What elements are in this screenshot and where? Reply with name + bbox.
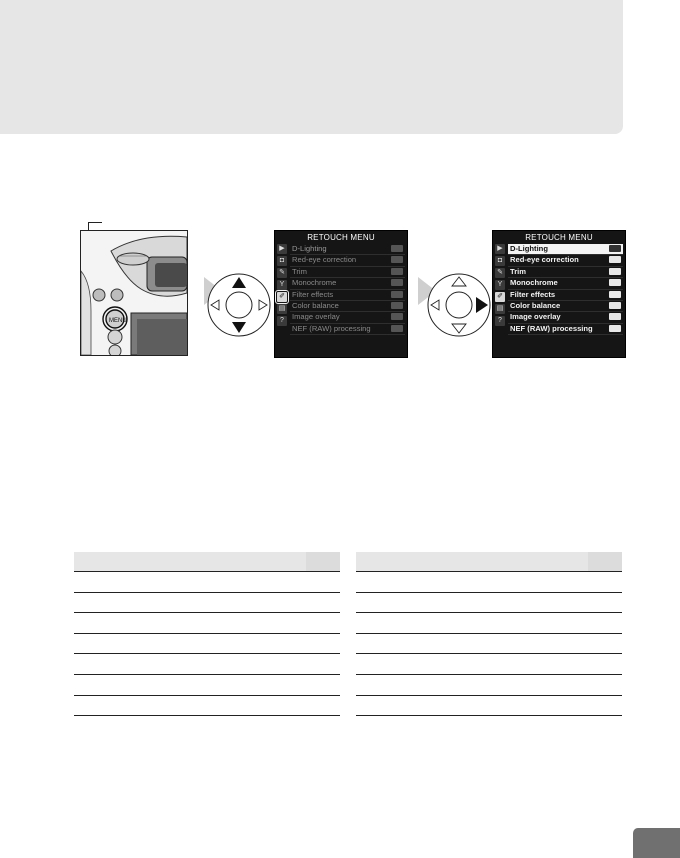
color-balance-icon [391,302,403,309]
menu-item-monochrome[interactable]: Monochrome [508,278,623,289]
table-header-row [74,552,340,572]
recent-tab-icon[interactable]: ▤ [496,305,504,312]
eye-icon [391,256,403,263]
monochrome-icon [609,279,621,286]
illustration [78,230,630,360]
table-row [74,674,340,695]
help-tab-icon[interactable]: ? [277,316,287,326]
callout-tick [88,222,102,223]
menu-title: RETOUCH MENU [307,233,375,242]
table-header-row [356,552,622,572]
table-row [356,613,622,634]
multi-selector-right [426,272,492,338]
option-table-right [356,552,622,716]
raw-processing-icon [391,325,403,332]
menu-list [508,244,623,335]
camera-tab-icon[interactable]: ◘ [277,256,287,266]
table-row [74,592,340,613]
menu-list [290,244,405,335]
help-tab-icon[interactable]: ? [495,316,505,326]
wrench-tab-icon[interactable]: Y [277,280,287,290]
menu-item-image-overlay[interactable]: Image overlay [508,312,623,323]
scissors-icon [391,268,403,275]
table-row [356,695,622,716]
menu-item-monochrome[interactable]: Monochrome [290,278,405,289]
menu-item-red-eye[interactable]: Red-eye correction [508,255,623,266]
header-band [0,0,623,134]
wrench-tab-icon[interactable]: Y [495,280,505,290]
overlay-icon [609,313,621,320]
eye-icon [609,256,621,263]
recent-tab-icon[interactable]: ▤ [278,305,286,312]
table-row [356,633,622,654]
overlay-icon [391,313,403,320]
table-row [74,695,340,716]
menu-tab-column [495,244,507,354]
menu-item-nef-raw[interactable]: NEF (RAW) processing [290,324,405,335]
scissors-icon [609,268,621,275]
d-lighting-icon [391,245,403,252]
page-thumb-tab [633,828,680,858]
filter-icon [609,291,621,298]
retouch-tab-icon[interactable]: ✐ [277,292,287,302]
d-lighting-icon [609,245,621,252]
play-tab-icon[interactable]: ▶ [495,244,505,254]
table-row [74,572,340,593]
svg-text:MENU: MENU [109,318,127,324]
pencil-tab-icon[interactable]: ✎ [277,268,287,278]
menu-tab-column [277,244,289,354]
menu-item-red-eye[interactable]: Red-eye correction [290,255,405,266]
color-balance-icon [609,302,621,309]
camera-back-illustration [80,230,188,356]
menu-item-color-balance[interactable]: Color balance [290,301,405,312]
retouch-tab-icon[interactable]: ✐ [495,292,505,302]
table-row [74,633,340,654]
multi-selector-up-down [206,272,272,338]
table-row [74,654,340,675]
retouch-menu-screen-2 [492,230,626,358]
table-row [356,572,622,593]
table-row [356,654,622,675]
play-tab-icon[interactable]: ▶ [277,244,287,254]
table-row [356,674,622,695]
camera-back-drawing [81,231,187,355]
menu-item-trim[interactable]: Trim [290,267,405,278]
menu-item-trim[interactable]: Trim [508,267,623,278]
menu-item-image-overlay[interactable]: Image overlay [290,312,405,323]
table-row [74,613,340,634]
option-table-left [74,552,340,716]
menu-item-color-balance[interactable]: Color balance [508,301,623,312]
retouch-menu-screen-1 [274,230,408,358]
menu-item-filter-effects[interactable]: Filter effects [290,290,405,301]
camera-tab-icon[interactable]: ◘ [495,256,505,266]
filter-icon [391,291,403,298]
raw-processing-icon [609,325,621,332]
menu-item-nef-raw[interactable]: NEF (RAW) processing [508,324,623,335]
menu-item-d-lighting[interactable]: D-Lighting [508,244,623,255]
menu-title: RETOUCH MENU [525,233,593,242]
monochrome-icon [391,279,403,286]
table-row [356,592,622,613]
menu-item-d-lighting[interactable]: D-Lighting [290,244,405,255]
pencil-tab-icon[interactable]: ✎ [495,268,505,278]
menu-item-filter-effects[interactable]: Filter effects [508,290,623,301]
